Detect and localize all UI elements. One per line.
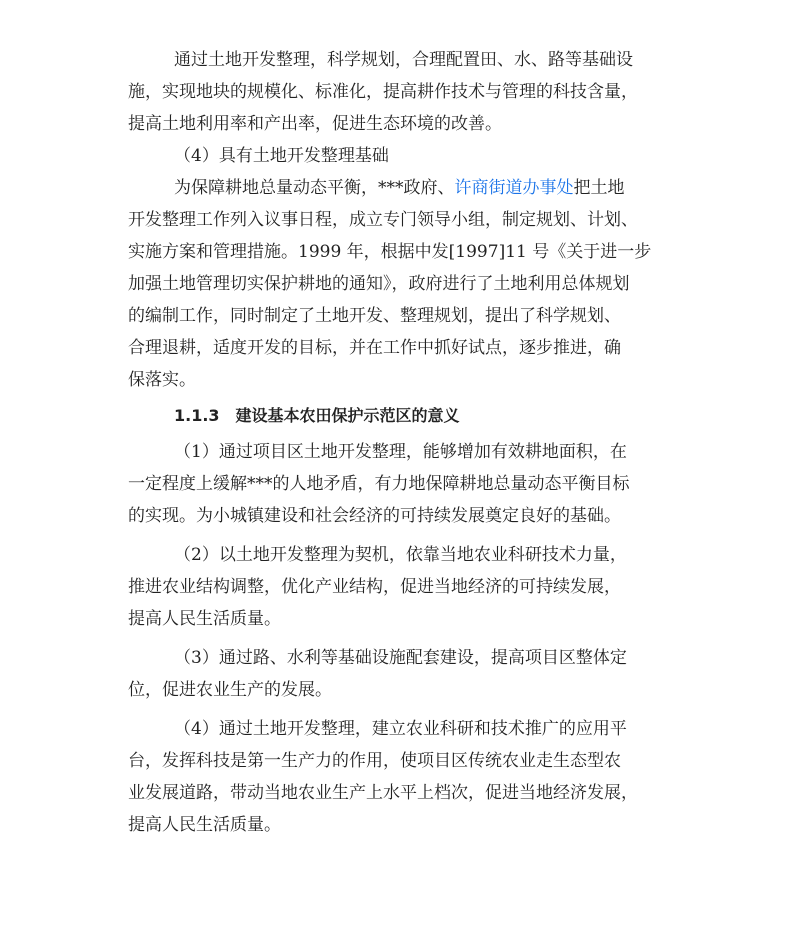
paragraph-land-development [128,44,673,140]
section-heading-1-1-3: 1.1.3 建设基本农田保护示范区的意义 [174,406,460,425]
text-segment: 为保障耕地总量动态平衡，***政府、 [174,178,455,198]
paragraph-line: 实施方案和管理措施。1999 年，根据中发[1997]11 号《关于进一步 [128,242,652,262]
paragraph-line: （2）以土地开发整理为契机，依靠当地农业科研技术力量， [174,545,627,565]
paragraph-line: 位，促进农业生产的发展。 [128,680,332,700]
paragraph-line: 施，实现地块的规模化、标准化，提高耕作技术与管理的科技含量， [128,82,638,102]
paragraph-line: 提高人民生活质量。 [128,815,281,835]
paragraph-line: （1）通过项目区土地开发整理，能够增加有效耕地面积，在 [174,442,627,462]
paragraph-line: 通过土地开发整理，科学规划，合理配置田、水、路等基础设 [174,50,633,70]
paragraph-line: 业发展道路，带动当地农业生产上水平上档次，促进当地经济发展， [128,783,638,803]
paragraph-line [128,172,673,204]
paragraph-farmland-balance [128,172,673,396]
text-segment: 把土地 [573,178,625,198]
paragraph-item-3 [128,642,673,706]
paragraph-line: 的实现。为小城镇建设和社会经济的可持续发展奠定良好的基础。 [128,506,621,526]
office-link[interactable]: 许商街道办事处 [454,178,574,198]
document-body [128,44,673,841]
subheading-development-basis: （4）具有土地开发整理基础 [174,146,389,166]
paragraph-line: 开发整理工作列入议事日程，成立专门领导小组，制定规划、计划、 [128,210,638,230]
paragraph-line: 提高土地利用率和产出率，促进生态环境的改善。 [128,114,502,134]
paragraph-spacer [128,532,673,539]
paragraph-line: （4）通过土地开发整理，建立农业科研和技术推广的应用平 [174,719,627,739]
paragraph-item-2 [128,539,673,635]
paragraph-line: 提高人民生活质量。 [128,609,281,629]
paragraph-item-1 [128,436,673,532]
paragraph-line: 推进农业结构调整，优化产业结构，促进当地经济的可持续发展， [128,577,621,597]
paragraph-line: 合理退耕，适度开发的目标，并在工作中抓好试点，逐步推进，确 [128,338,621,358]
paragraph-line: 台，发挥科技是第一生产力的作用，使项目区传统农业走生态型农 [128,751,621,771]
paragraph-item-4 [128,713,673,841]
paragraph-line: 的编制工作，同时制定了土地开发、整理规划，提出了科学规划、 [128,306,621,326]
paragraph-line: 加强土地管理切实保护耕地的通知》，政府进行了土地利用总体规划 [128,274,630,294]
paragraph-line: （3）通过路、水利等基础设施配套建设，提高项目区整体定 [174,648,627,668]
paragraph-spacer [128,635,673,642]
paragraph-line: 保落实。 [128,370,196,390]
paragraph-spacer [128,706,673,713]
paragraph-line: 一定程度上缓解***的人地矛盾，有力地保障耕地总量动态平衡目标 [128,474,630,494]
